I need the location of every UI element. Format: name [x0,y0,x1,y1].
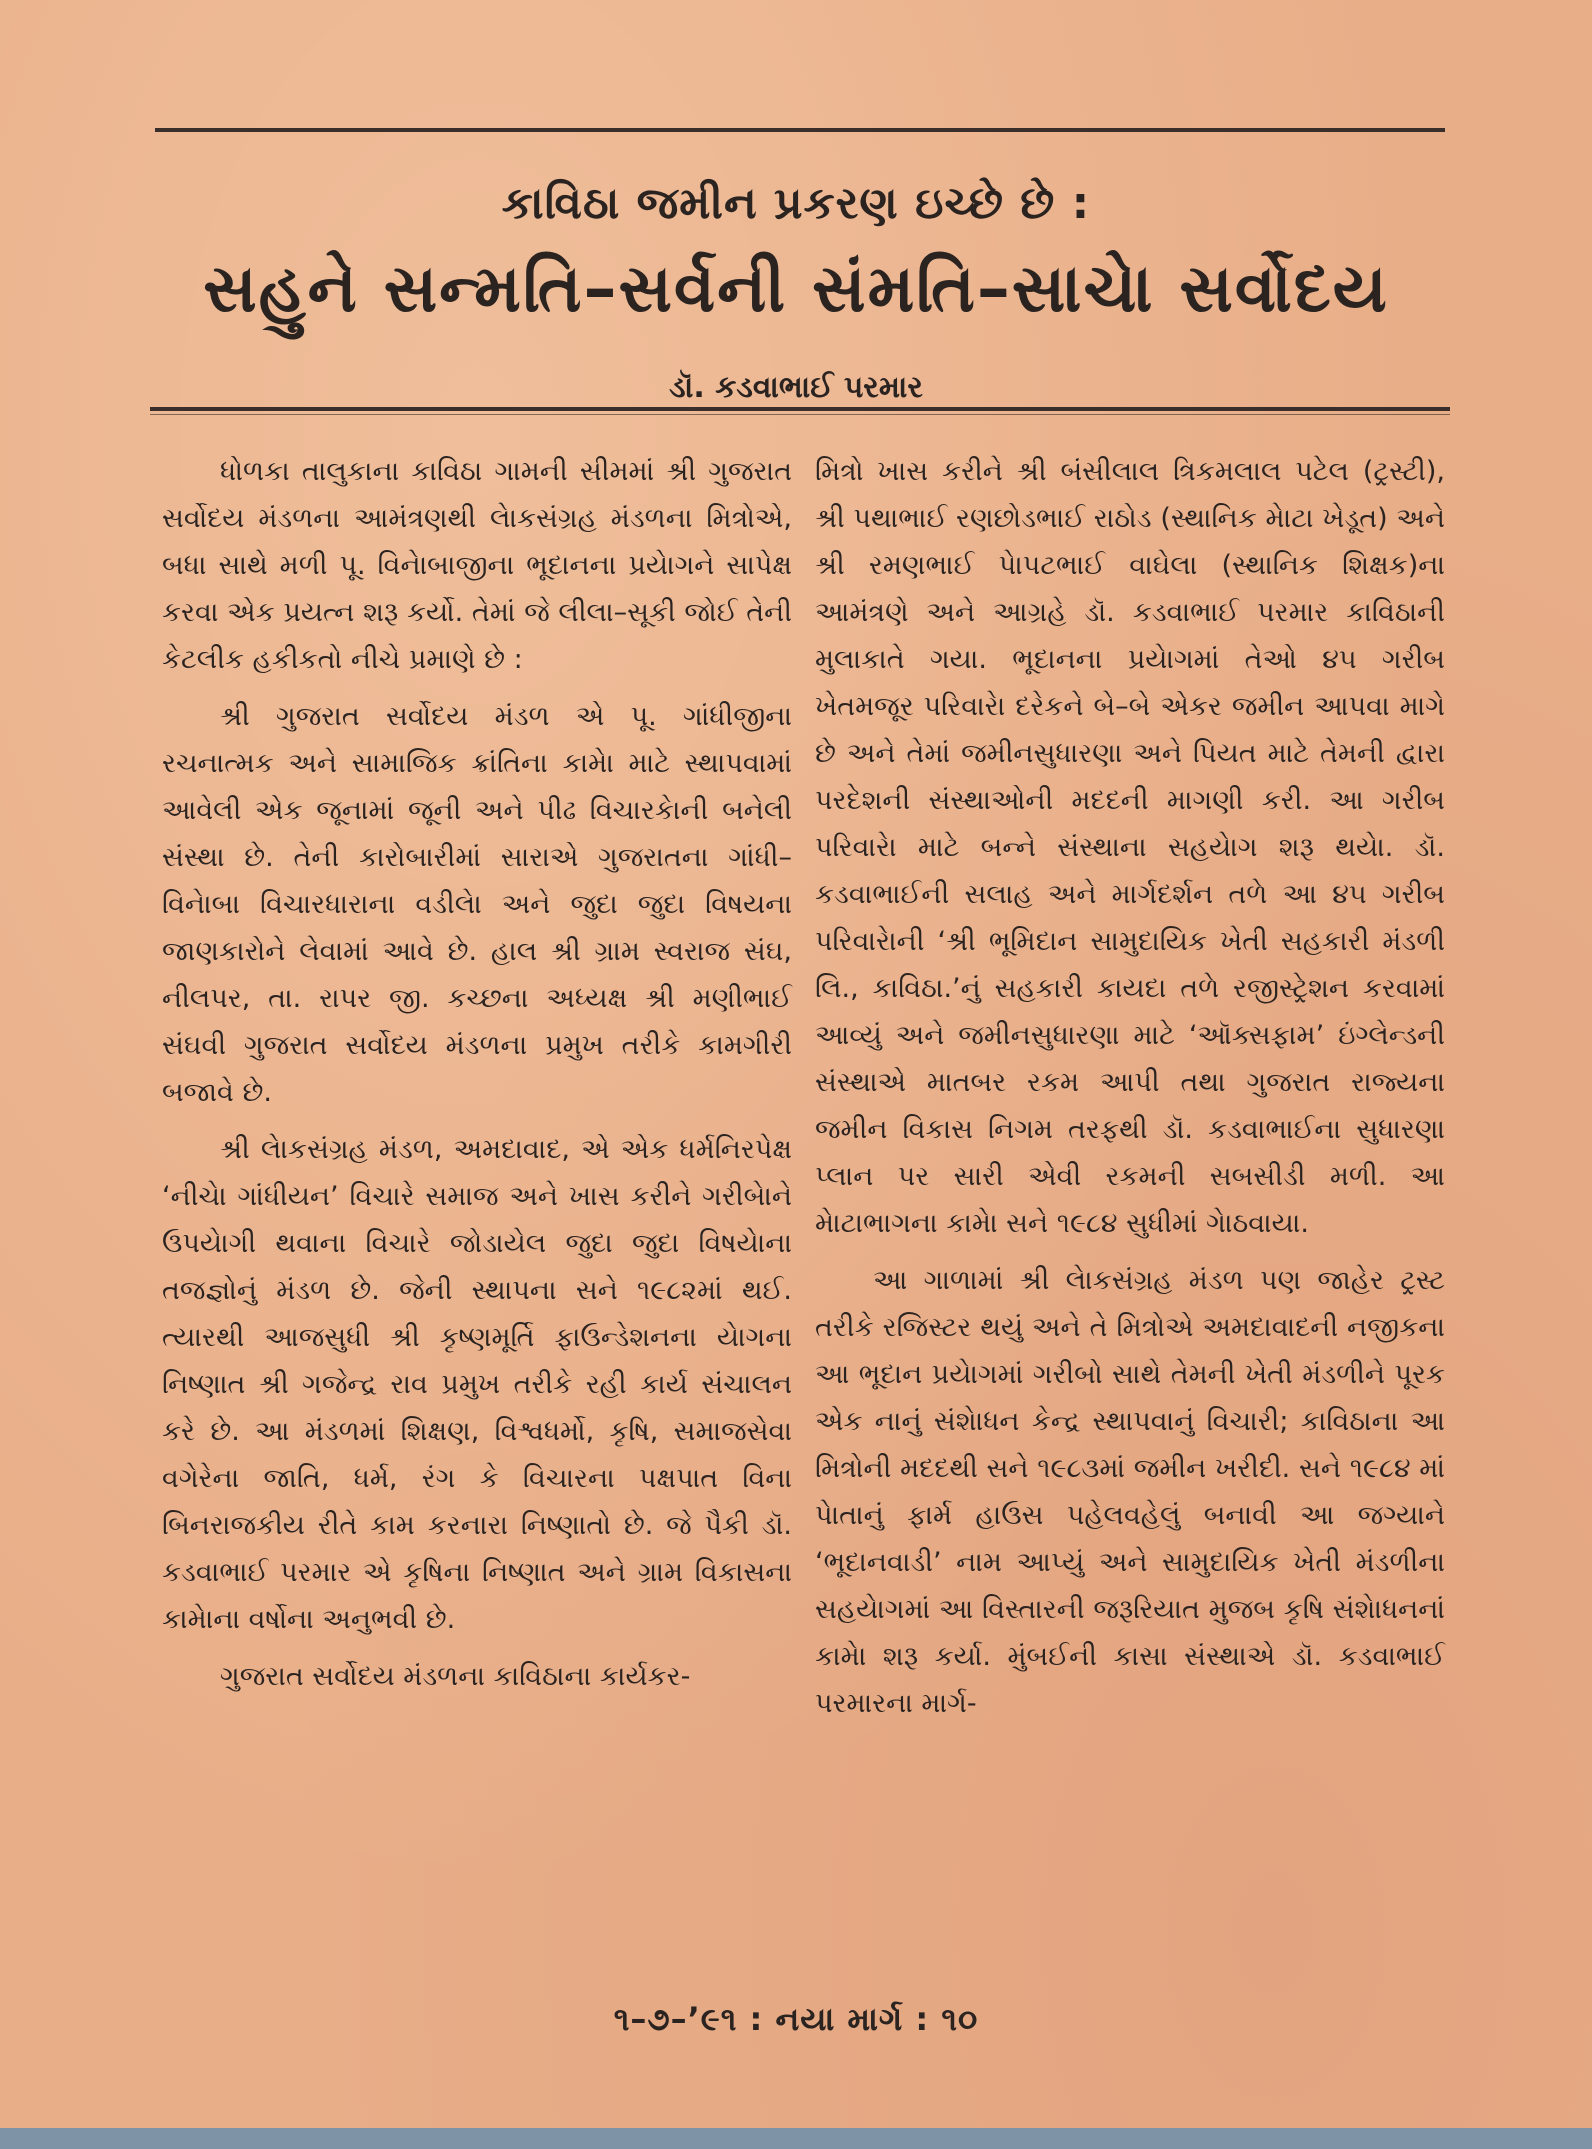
left-column [162,448,792,1710]
page-footer: ૧–૭–’૯૧ : નયા માર્ગ : ૧૦ [613,2000,979,2038]
header-rule-thin [150,414,1450,415]
right-column [815,448,1445,1737]
top-rule [155,128,1445,132]
paragraph: મિત્રો ખાસ કરીને શ્રી બંસીલાલ ત્રિકમલાલ પટેલ (ટ્રસ્ટી), શ્રી પથાભાઈ રણછોડભાઈ રાઠોડ (સ્થાનિક મેાટા ખેડૂત) અને શ્રી રમણભાઈ પેાપટભાઈ વાઘેલા (સ્થાનિક શિક્ષક)ના આમંત્રણે અને આગ્રહે ડૉ. કડવાભાઈ પરમાર કાવિઠાની મુલાકાતે ગયા. ભૂદાનના પ્રયેાગમાં તેઓ ૪૫ ગરીબ ખેતમજૂર પરિવારેા દરેકને બે–બે એકર જમીન આપવા માગે છે અને તેમાં જમીનસુધારણા અને પિયત માટે તેમની દ્વારા પરદેશની સંસ્થાઓની મદદની માગણી કરી. આ ગરીબ પરિવારેા માટે બન્ને સંસ્થાના સહયેાગ શરૂ થયેા. ડૉ. કડવાભાઈની સલાહ અને માર્ગદર્શન તળે આ ૪૫ ગરીબ પરિવારેાની ‘શ્રી ભૂમિદાન સામુદાયિક ખેતી સહકારી મંડળી લિ., કાવિઠા.’નું સહકારી કાયદા તળે રજીસ્ટ્રેશન કરવામાં આવ્યું અને જમીનસુધારણા માટે ‘ઑક્સફામ’ ઇંગ્લેન્ડની સંસ્થાએ માતબર રકમ આપી તથા ગુજરાત રાજ્યના જમીન વિકાસ નિગમ તરફથી ડૉ. કડવાભાઈના સુધારણા પ્લાન પર સારી એવી રકમની સબસીડી મળી. આ મેાટાભાગના કામેા સને ૧૯૮૪ સુધીમાં ગેાઠવાયા. [815,456,1445,1239]
paragraph: ધોળકા તાલુકાના કાવિઠા ગામની સીમમાં શ્રી ગુજરાત સર્વોદય મંડળના આમંત્રણથી લેાકસંગ્રહ મંડળના મિત્રોએ, બધા સાથે મળી પૂ. વિનેાબાજીના ભૂદાનના પ્રયેાગને સાપેક્ષ કરવા એક પ્રયત્ન શરૂ કર્યો. તેમાં જે લીલા–સૂકી જોઈ તેની કેટલીક હકીકતો નીચે પ્રમાણે છે : [162,456,792,675]
header-rule [150,407,1450,411]
article-headline: સહુને સન્મતિ–સર્વની સંમતિ–સાચેા સર્વોદય [203,250,1389,327]
article-kicker: કાવિઠા જમીન પ્રકરણ ઇચ્છે છે : [501,178,1091,229]
paragraph: આ ગાળામાં શ્રી લેાકસંગ્રહ મંડળ પણ જાહેર ટ્રસ્ટ તરીકે રજિસ્ટર થયું અને તે મિત્રોએ અમદાવાદની નજીકના આ ભૂદાન પ્રયેાગમાં ગરીબો સાથે તેમની ખેતી મંડળીને પૂરક એક નાનું સંશેાધન કેન્દ્ર સ્થાપવાનું વિચારી; કાવિઠાના આ મિત્રોની મદદથી સને ૧૯૮૩માં જમીન ખરીદી. સને ૧૯૮૪ માં પેાતાનું ફાર્મ હાઉસ પહેલવહેલું બનાવી આ જગ્યાને ‘ભૂદાનવાડી’ નામ આપ્યું અને સામુદાયિક ખેતી મંડળીના સહયેાગમાં આ વિસ્તારની જરૂરિયાત મુજબ કૃષિ સંશેાધનનાં કામેા શરૂ કર્યા. મુંબઈની કાસા સંસ્થાએ ડૉ. કડવાભાઈ પરમારના માર્ગ- [815,1265,1445,1719]
paragraph: શ્રી લેાકસંગ્રહ મંડળ, અમદાવાદ, એ એક ધર્મનિરપેક્ષ ‘નીચેા ગાંધીયન’ વિચારે સમાજ અને ખાસ કરીને ગરીબેાને ઉપયેાગી થવાના વિચારે જોડાયેલ જુદા જુદા વિષયેાના તજજ્ઞોનું મંડળ છે. જેની સ્થાપના સને ૧૯૮૨માં થઈ. ત્યારથી આજસુધી શ્રી કૃષ્ણમૂર્તિ ફાઉન્ડેશનના યેાગના નિષ્ણાત શ્રી ગજેન્દ્ર રાવ પ્રમુખ તરીકે રહી કાર્ય સંચાલન કરે છે. આ મંડળમાં શિક્ષણ, વિશ્વધર્મો, કૃષિ, સમાજસેવા વગેરેના જાતિ, ધર્મ, રંગ કે વિચારના પક્ષપાત વિના બિનરાજકીય રીતે કામ કરનારા નિષ્ણાતો છે. જે પૈકી ડૉ. કડવાભાઈ પરમાર એ કૃષિના નિષ્ણાત અને ગ્રામ વિકાસના કામેાના વર્ષોના અનુભવી છે. [162,1134,792,1635]
scan-edge-strip [0,2128,1592,2149]
article-byline: ડૉ. કડવાભાઈ પરમાર [669,370,923,405]
paragraph: ગુજરાત સર્વોદય મંડળના કાવિઠાના કાર્યકર- [220,1661,691,1692]
paragraph: શ્રી ગુજરાત સર્વોદય મંડળ એ પૂ. ગાંધીજીના રચનાત્મક અને સામાજિક ક્રાંતિના કામેા માટે સ્થાપવામાં આવેલી એક જૂનામાં જૂની અને પીઢ વિચારકેાની બનેલી સંસ્થા છે. તેની કારોબારીમાં સારાએ ગુજરાતના ગાંધી–વિનેાબા વિચારધારાના વડીલેા અને જુદા જુદા વિષયના જાણકારોને લેવામાં આવે છે. હાલ શ્રી ગ્રામ સ્વરાજ સંઘ, નીલપર, તા. રાપર જી. કચ્છના અધ્યક્ષ શ્રી મણીભાઈ સંઘવી ગુજરાત સર્વોદય મંડળના પ્રમુખ તરીકે કામગીરી બજાવે છે. [162,701,792,1108]
